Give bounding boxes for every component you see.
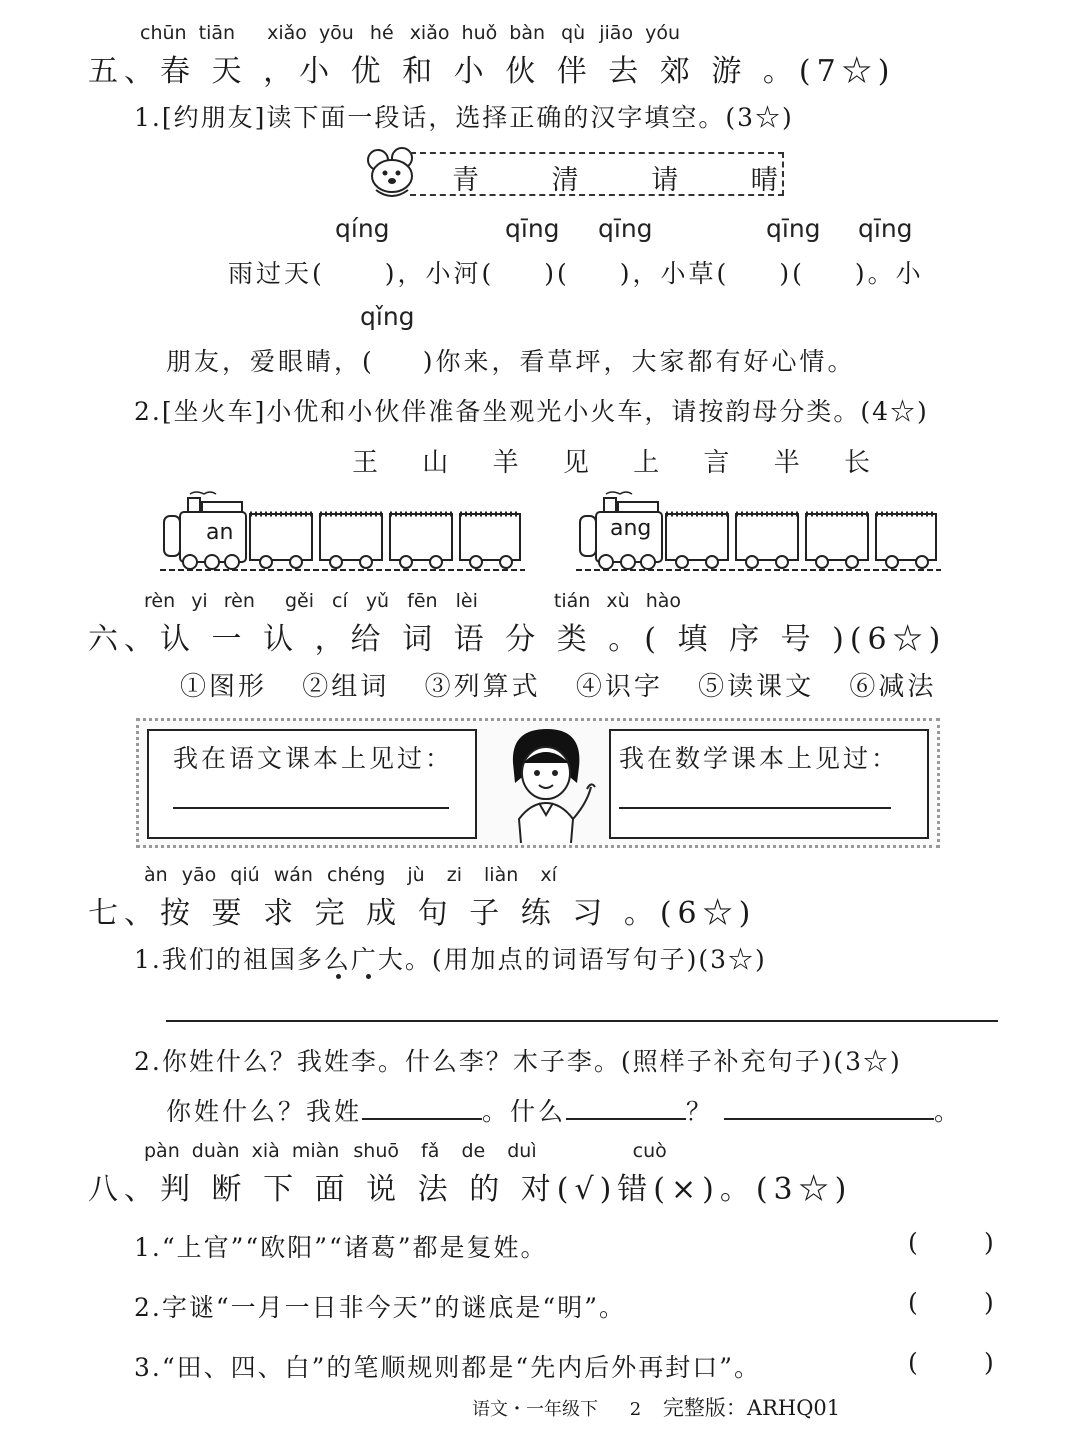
- s8-pinyin-row: [144, 1140, 667, 1162]
- word: 见: [562, 448, 592, 478]
- judge-paren-open: (: [908, 1228, 920, 1257]
- pinyin: hé: [369, 22, 394, 44]
- word: 长: [843, 448, 873, 478]
- math-book-label: 我在数学课本上见过：: [619, 744, 900, 773]
- pinyin: chūn: [140, 22, 187, 44]
- pinyin: jiāo: [599, 22, 634, 44]
- judge-item: 2.字谜“一月一日非今天”的谜底是“明”。: [134, 1293, 626, 1322]
- pinyin-hint: qīng: [505, 214, 560, 243]
- pinyin: xí: [540, 864, 557, 886]
- word: 上: [633, 448, 663, 478]
- pinyin: qù: [561, 22, 586, 44]
- char-option: 清: [551, 165, 582, 196]
- word: 王: [352, 448, 382, 478]
- pinyin: cuò: [632, 1140, 667, 1162]
- pinyin: duì: [507, 1140, 537, 1162]
- surname-blank[interactable]: [362, 1092, 482, 1120]
- girl-icon: [491, 723, 601, 843]
- pinyin: gěi: [284, 590, 314, 612]
- pinyin: pàn: [144, 1140, 180, 1162]
- pinyin: wán: [273, 864, 313, 886]
- pinyin: tián: [553, 590, 591, 612]
- train-an: [160, 490, 525, 575]
- s5-q2-title: 2.[坐火车]小优和小伙伴准备坐观光小火车，请按韵母分类。(4☆): [134, 397, 929, 426]
- pinyin: àn: [144, 864, 168, 886]
- pinyin: huǒ: [461, 22, 498, 44]
- pinyin-hint: qǐng: [360, 302, 415, 331]
- word: 半: [773, 448, 803, 478]
- char-option: 请: [651, 165, 682, 196]
- pinyin: shuō: [353, 1140, 399, 1162]
- option: ⑤读课文: [698, 672, 815, 702]
- pinyin: duàn: [191, 1140, 240, 1162]
- pinyin: rèn: [144, 590, 176, 612]
- pinyin: xù: [606, 590, 630, 612]
- pinyin: bàn: [509, 22, 546, 44]
- option: ④识字: [575, 672, 663, 702]
- footer: [472, 1392, 840, 1422]
- train-ang: [576, 490, 941, 575]
- word: 言: [703, 448, 733, 478]
- pinyin-hint: qīng: [766, 214, 821, 243]
- pinyin: jù: [407, 864, 425, 886]
- footer-page: 2: [629, 1399, 642, 1420]
- judge-paren-open: (: [908, 1348, 920, 1377]
- pinyin: miàn: [291, 1140, 340, 1162]
- s7-pinyin-row: [144, 864, 557, 886]
- pinyin: xiǎo: [267, 22, 307, 44]
- train-label: ang: [610, 516, 652, 541]
- classify-box: [136, 718, 940, 848]
- judge-paren-close[interactable]: ): [984, 1288, 996, 1317]
- judge-item: 1.“上官”“欧阳”“诸葛”都是复姓。: [134, 1233, 548, 1262]
- s5-q1-title: 1.[约朋友]读下面一段话，选择正确的汉字填空。(3☆): [134, 103, 794, 132]
- pinyin: yōu: [318, 22, 354, 44]
- pinyin: fēn: [407, 590, 438, 612]
- pinyin: lèi: [455, 590, 478, 612]
- emphasis-dot: [366, 974, 371, 979]
- char-option: 青: [452, 165, 482, 196]
- pinyin-hint: qíng: [335, 214, 390, 243]
- emphasis-dot: [336, 974, 341, 979]
- section5-title: 五、春 天 ，小 优 和 小 伙 伴 去 郊 游 。(7☆): [88, 54, 896, 89]
- pinyin: yǔ: [365, 590, 390, 612]
- judge-item: 3.“田、四、白”的笔顺规则都是“先内后外再封口”。: [134, 1353, 761, 1382]
- option-list: [180, 666, 936, 703]
- option: ③列算式: [424, 672, 541, 702]
- char-choice-box: [362, 150, 782, 196]
- pinyin: fǎ: [421, 1140, 440, 1162]
- s7-q2-fill: 你姓什么？我姓 。什么 ？ 。: [166, 1092, 962, 1128]
- char-choices: [452, 158, 781, 197]
- word-list: [352, 442, 873, 479]
- pinyin-hint: qīng: [858, 214, 913, 243]
- pinyin: yi: [191, 590, 208, 612]
- s5-pinyin-row: [140, 22, 680, 44]
- pinyin: xià: [251, 1140, 280, 1162]
- answer-blank[interactable]: [724, 1092, 934, 1120]
- option: ⑥减法: [849, 672, 937, 702]
- pinyin: tiān: [198, 22, 236, 44]
- pinyin: de: [461, 1140, 486, 1162]
- section7-title: 七、按 要 求 完 成 句 子 练 习 。(6☆): [88, 896, 757, 931]
- s7-q1: 1.我们的祖国多么广大。(用加点的词语写句子)(3☆): [134, 945, 767, 974]
- section6-title: 六、认 一 认 ，给 词 语 分 类 。( 填 序 号 )(6☆): [88, 622, 947, 657]
- judge-paren-open: (: [908, 1288, 920, 1317]
- chinese-answer-line[interactable]: [173, 807, 449, 809]
- option: ②组词: [302, 672, 390, 702]
- pinyin: liàn: [484, 864, 519, 886]
- pinyin: cí: [332, 590, 348, 612]
- judge-paren-close[interactable]: ): [984, 1348, 996, 1377]
- s6-pinyin-row: [144, 590, 681, 612]
- pinyin: yāo: [181, 864, 217, 886]
- judge-paren-close[interactable]: ): [984, 1228, 996, 1257]
- sentence-answer-line[interactable]: [166, 1020, 998, 1022]
- word: 羊: [492, 448, 522, 478]
- pinyin-hint: qīng: [598, 214, 653, 243]
- word: 山: [422, 448, 452, 478]
- option: ①图形: [180, 672, 268, 702]
- fill-line-2: 朋友，爱眼睛，( )你来，看草坪，大家都有好心情。: [166, 347, 856, 376]
- pinyin: xiǎo: [409, 22, 450, 44]
- pinyin: rèn: [223, 590, 255, 612]
- footer-version: 完整版：ARHQ01: [662, 1396, 841, 1420]
- s7-q2: 2.你姓什么？我姓李。什么李？木子李。(照样子补充句子)(3☆): [134, 1047, 902, 1076]
- pinyin: hào: [645, 590, 682, 612]
- math-answer-line[interactable]: [619, 807, 891, 809]
- what-blank[interactable]: [566, 1092, 686, 1120]
- train-label: an: [206, 520, 234, 545]
- pinyin: zi: [446, 864, 462, 886]
- section8-title: 八、判 断 下 面 说 法 的 对(√)错(×)。(3☆): [88, 1172, 853, 1207]
- fill-line-1: 雨过天( )，小河( )( )，小草( )( )。小: [228, 259, 924, 288]
- char-option: 晴: [750, 165, 781, 196]
- footer-subject: 语文・一年级下: [472, 1399, 598, 1420]
- pinyin: yóu: [645, 22, 681, 44]
- pinyin: chéng: [327, 864, 386, 886]
- pinyin: qiú: [230, 864, 260, 886]
- chinese-book-label: 我在语文课本上见过：: [173, 744, 454, 773]
